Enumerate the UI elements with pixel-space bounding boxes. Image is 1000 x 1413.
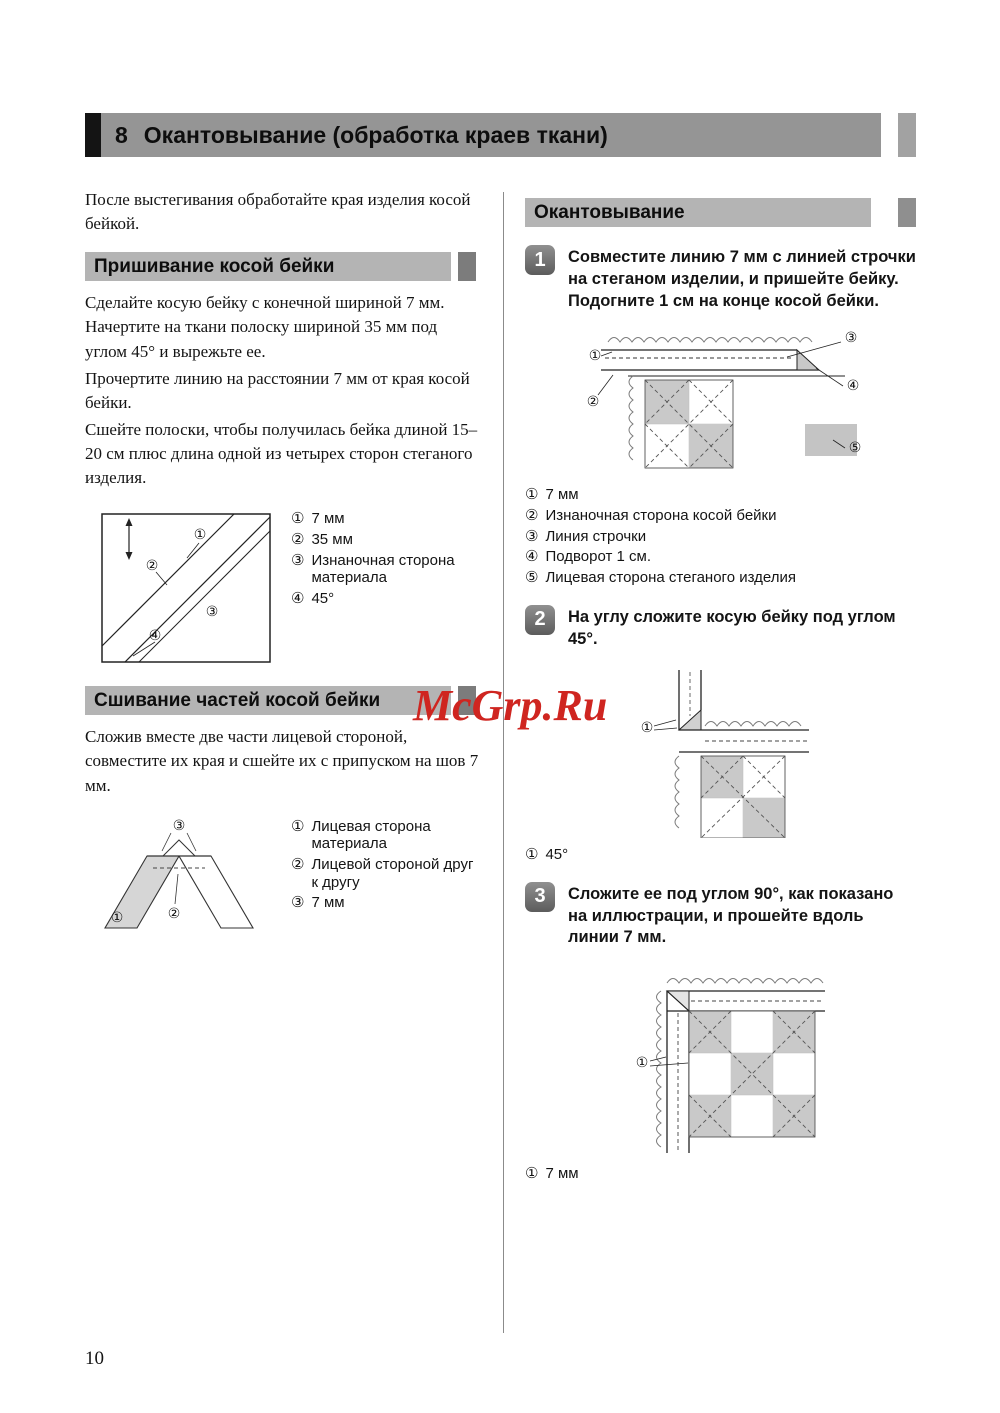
legend-item [291, 510, 476, 528]
legend-item [291, 856, 476, 891]
legend [291, 510, 476, 668]
watermark: McGrp.Ru [413, 681, 608, 730]
chapter-number: 8 [115, 121, 128, 148]
legend-text: 7 мм [545, 1165, 579, 1183]
step-number-badge [525, 245, 555, 275]
step-1 [525, 245, 917, 312]
corner-fold-45-diagram [617, 666, 817, 838]
callout-1: ① [193, 527, 207, 544]
legend [525, 846, 917, 864]
figure-bias-joining [85, 816, 483, 938]
bias-joining-diagram [99, 816, 277, 938]
section-title: Пришивание косой бейки [94, 255, 335, 277]
legend-text: 7 мм [311, 894, 345, 912]
paragraph: Сделайте косую бейку с конечной шириной 7 мм. Начертите на ткани полоску шириной 35 мм под углом 45° и вырежьте ее. [85, 293, 445, 361]
callout-1: ① [635, 1055, 649, 1072]
corner-fold-90-diagram [625, 965, 835, 1157]
section-title: Сшивание частей косой бейки [94, 689, 381, 711]
callout-1: ① [110, 909, 124, 926]
legend-number: ① [291, 509, 305, 528]
legend-number: ② [291, 529, 305, 548]
callout-3: ③ [205, 604, 219, 621]
step-number: 3 [534, 885, 546, 908]
legend-text: Лицевой стороной друг к другу [311, 856, 474, 891]
legend-number: ④ [291, 589, 305, 607]
section-header-attach-bias [85, 252, 451, 281]
section-header-join-bias [85, 686, 451, 715]
paragraph: Сшейте полоски, чтобы получилась бейка длиной 15–20 см плюс длина одной из четырех сторон стеганого изделия. [85, 419, 478, 488]
legend-text: Изнаночная сторона косой бейки [545, 506, 777, 524]
paragraph: Прочертите линию на расстоянии 7 мм от края косой бейки. [85, 368, 470, 412]
callout-5: ⑤ [848, 440, 862, 457]
step-number-badge [525, 605, 555, 635]
callout-3: ③ [844, 330, 858, 347]
chapter-title: Окантовывание (обработка краев ткани) [143, 121, 608, 148]
section-header-binding [525, 198, 871, 227]
step-number: 2 [534, 608, 546, 631]
step-instruction: Совместите линию 7 мм с линией строчки на стеганом изделии, и пришейте бейку. Подогните 1 см на конце косой бейки. [568, 248, 916, 310]
chapter-title-bar [101, 113, 881, 157]
legend-item [525, 1165, 917, 1183]
legend-text: Подворот 1 см. [545, 548, 652, 566]
legend-number: ① [525, 845, 539, 864]
legend-item [291, 894, 476, 912]
callout-2: ② [145, 558, 159, 575]
figure-step-2 [617, 666, 917, 838]
legend-text: 45° [545, 846, 569, 864]
chapter-header [85, 113, 881, 157]
legend-item [525, 548, 917, 566]
legend-number: ② [525, 505, 539, 524]
legend [525, 1165, 917, 1183]
figure-bias-cutting [85, 508, 483, 668]
legend-text: Лицевая сторона стеганого изделия [545, 569, 796, 587]
legend-item [525, 528, 917, 546]
legend-item [291, 818, 476, 853]
section-tab-square [458, 252, 476, 281]
legend-text: 7 мм [545, 486, 579, 504]
legend-item [291, 531, 476, 549]
callout-4: ④ [846, 378, 860, 395]
callout-1: ① [588, 348, 602, 365]
legend-text: 35 мм [311, 530, 353, 548]
legend-number: ① [525, 485, 539, 504]
legend-number: ② [291, 855, 305, 873]
callout-2: ② [586, 394, 600, 411]
legend-item [291, 590, 476, 608]
callout-1: ① [640, 720, 654, 737]
step-instruction: На углу сложите косую бейку под углом 45°. [568, 607, 896, 648]
legend-text: 45° [311, 590, 335, 607]
legend-number: ③ [291, 550, 305, 569]
legend [525, 486, 917, 586]
legend-item [525, 569, 917, 587]
legend-number: ⑤ [525, 568, 539, 587]
step-instruction: Сложите ее под углом 90°, как показано на иллюстрации, и прошейте вдоль линии 7 мм. [568, 884, 894, 947]
legend-text: Лицевая сторона материала [311, 817, 431, 853]
callout-4: ④ [148, 628, 162, 645]
binding-attach-diagram [583, 328, 869, 478]
legend-item [525, 486, 917, 504]
legend-item [291, 552, 476, 587]
legend-text: Изнаночная сторона материала [311, 551, 455, 587]
step-3 [525, 882, 917, 949]
bias-cutting-diagram [99, 508, 277, 668]
paragraph: Сложив вместе две части лицевой стороной, совместите их края и сшейте их с припуском на шов 7 мм. [85, 727, 479, 795]
legend-number: ④ [525, 547, 539, 566]
intro-paragraph: После выстегивания обработайте края изделия косой бейкой. [85, 190, 471, 234]
legend-number: ① [525, 1164, 539, 1183]
legend-text: 7 мм [311, 510, 345, 528]
column-divider [503, 192, 504, 1333]
left-column [85, 188, 483, 950]
legend-number: ③ [525, 526, 539, 545]
legend-number: ③ [291, 893, 305, 912]
chapter-marker-square [85, 113, 101, 157]
legend [291, 818, 476, 938]
step-2 [525, 605, 917, 651]
page-number: 10 [85, 1348, 104, 1369]
legend-item [525, 846, 917, 864]
step-number-badge [525, 882, 555, 912]
step-number: 1 [534, 248, 546, 271]
callout-2: ② [167, 905, 181, 922]
legend-text: Линия строчки [545, 527, 647, 545]
figure-step-3 [625, 965, 917, 1157]
figure-step-1 [583, 328, 917, 478]
section-title: Окантовывание [534, 201, 685, 223]
legend-number: ① [291, 816, 305, 835]
margin-marker-top [898, 113, 916, 157]
callout-3: ③ [172, 817, 186, 834]
legend-item [525, 507, 917, 525]
